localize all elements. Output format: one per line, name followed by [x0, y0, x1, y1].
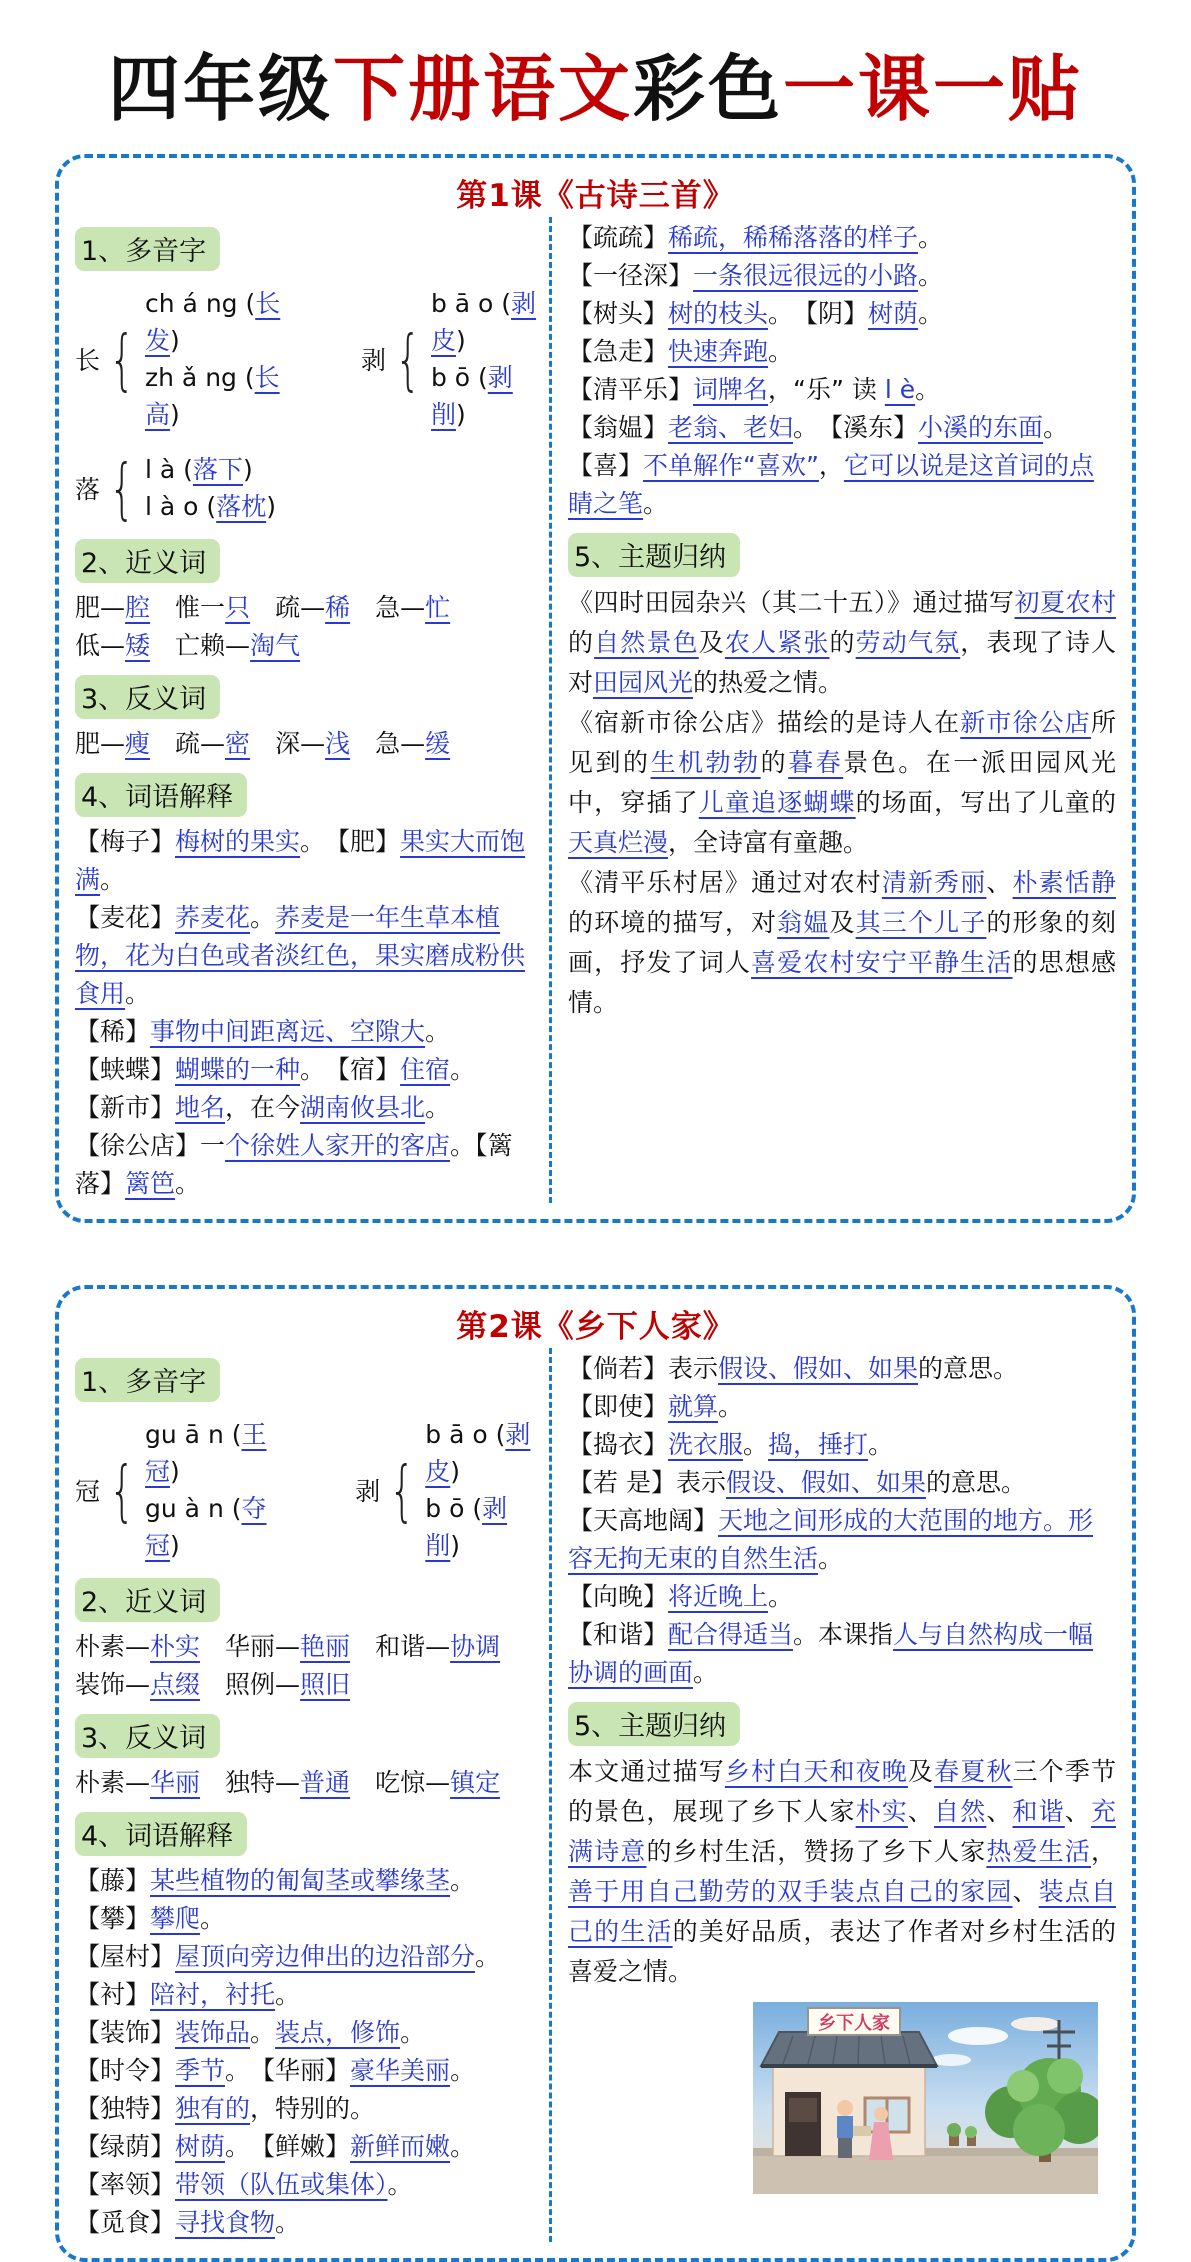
polyphone-group	[75, 1416, 275, 1564]
polyphone-group	[75, 285, 281, 433]
section-label-theme: 5、主题归纳	[568, 533, 740, 577]
text-line: 低—矮 亡赖—淘气	[75, 631, 301, 661]
lesson2-left-column	[75, 1348, 549, 2242]
polyphone-group	[355, 1416, 541, 1564]
polyphone-char: 剥	[355, 1477, 381, 1507]
sign-text: 乡下人家	[818, 2013, 890, 2035]
text-line: 【向晚】将近晚上。	[568, 1582, 794, 1612]
text-line: b ā o (剥皮)	[430, 289, 537, 356]
polyphone-options	[145, 451, 276, 525]
section-label-polyphones: 1、多音字	[75, 227, 220, 271]
polyphone-char: 长	[75, 346, 101, 376]
text-line: 【稀】事物中间距离远、空隙大。	[75, 1017, 451, 1047]
text-line: l à (落下)	[145, 455, 253, 485]
polyphone-row	[75, 1416, 541, 1564]
text-line: 朴素—朴实 华丽—艳丽 和谐—协调	[75, 1632, 501, 1662]
text-line: 【喜】不单解作“喜欢”，它可以说是这首词的点睛之笔。	[568, 451, 1094, 519]
brace-icon: {	[108, 1451, 136, 1529]
text-line: 【率领】带领（队伍或集体）。	[75, 2170, 413, 2200]
text-line: 《四时田园杂兴（其二十五）》通过描写初夏农村的自然景色及农人紧张的劳动气氛，表现了诗人对田园风光的热爱之情。	[568, 588, 1116, 698]
brace-icon: {	[394, 320, 421, 398]
text-line: 【清平乐】词牌名，“乐” 读 l è。	[568, 375, 941, 405]
section-label-definitions: 4、词语解释	[75, 773, 247, 817]
cloud	[948, 2027, 1008, 2045]
section-label-polyphones: 1、多音字	[75, 1358, 220, 1402]
text-line: 【觅食】寻找食物。	[75, 2208, 301, 2238]
text-line: 【天高地阔】天地之间形成的大范围的地方。形容无拘无束的自然生活。	[568, 1506, 1094, 1574]
section-label-theme: 5、主题归纳	[568, 1702, 740, 1746]
basket	[853, 2126, 871, 2136]
definition-lines	[75, 1862, 541, 2242]
text-line: zh ǎ ng (长高)	[145, 363, 280, 430]
text-line: 【麦花】荞麦花。荞麦是一年生草本植物，花为白色或者淡红色，果实磨成粉供食用。	[75, 903, 526, 1009]
text-line: 《清平乐村居》通过对农村清新秀丽、朴素恬静的环境的描写，对翁媪及其三个儿子的形象的刻画，抒发了词人喜爱农村安宁平静生活的思想感情。	[568, 868, 1116, 1018]
brace-icon: {	[108, 320, 136, 398]
polyphone-char: 冠	[75, 1477, 101, 1507]
text-line: 【即使】就算。	[568, 1392, 744, 1422]
text-line: gu ā n (王冠)	[145, 1420, 267, 1487]
polyphone-char: 剥	[360, 346, 386, 376]
lesson1-box	[55, 154, 1136, 1223]
polyphone-group	[361, 285, 541, 433]
polyphone-group	[75, 451, 276, 525]
antonym-lines	[75, 725, 541, 763]
section-label-definitions: 4、词语解释	[75, 1812, 247, 1856]
text-line: 【和谐】配合得适当。本课指人与自然构成一幅协调的画面。	[568, 1620, 1094, 1688]
definition-lines	[75, 823, 541, 1203]
text-line: gu à n (夺冠)	[145, 1494, 267, 1561]
man-figure	[837, 2100, 853, 2158]
text-line: 肥—瘦 疏—密 深—浅 急—缓	[75, 729, 451, 759]
text-line: 【疏疏】稀疏，稀稀落落的样子。	[568, 223, 944, 253]
text-line: 《宿新市徐公店》描绘的是诗人在新市徐公店所见到的生机勃勃的暮春景色。在一派田园风光中，穿插了儿童追逐蝴蝶的场面，写出了儿童的天真烂漫，全诗富有童趣。	[568, 708, 1116, 858]
page-title	[0, 0, 1191, 132]
section-label-synonyms: 2、近义词	[75, 539, 220, 583]
polyphone-options	[425, 1416, 541, 1564]
lesson1-title: 第1课《古诗三首》	[456, 178, 735, 215]
text-line: 【屋村】屋顶向旁边伸出的边沿部分。	[75, 1942, 501, 1972]
synonym-lines	[75, 589, 541, 665]
section-label-antonyms: 3、反义词	[75, 675, 220, 719]
cloud	[1011, 2017, 1059, 2031]
text-line: 【藤】某些植物的匍匐茎或攀缘茎。	[75, 1866, 476, 1896]
theme-paragraphs	[568, 583, 1116, 1023]
house-roof	[761, 2032, 937, 2066]
text-line: 【翁媪】老翁、老妇。 【溪东】小溪的东面。	[568, 413, 1069, 443]
lesson2-box	[55, 1285, 1136, 2262]
text-line: b ō (剥削)	[425, 1494, 508, 1561]
text-line: 【衬】陪衬，衬托。	[75, 1980, 301, 2010]
polyphone-row	[75, 451, 541, 525]
text-line: 【梅子】梅树的果实。 【肥】果实大而饱满。	[75, 827, 526, 895]
brace-icon: {	[108, 449, 136, 527]
text-line: 【倘若】表示假设、假如、如果的意思。	[568, 1354, 1019, 1384]
text-line: 【装饰】装饰品。装点，修饰。	[75, 2018, 426, 2048]
polyphone-char: 落	[75, 475, 101, 505]
text-line: 【攀】攀爬。	[75, 1904, 226, 1934]
section-label-synonyms: 2、近义词	[75, 1578, 220, 1622]
text-line: 【新市】地名，在今湖南攸县北。	[75, 1093, 451, 1123]
polyphone-options	[145, 1416, 275, 1564]
synonym-lines	[75, 1628, 541, 1704]
text-line: 【蛱蝶】蝴蝶的一种。 【宿】住宿。	[75, 1055, 476, 1085]
antonym-lines	[75, 1764, 541, 1802]
section-label-antonyms: 3、反义词	[75, 1714, 220, 1758]
lesson2-right-column	[549, 1348, 1116, 2242]
text-line: 【徐公店】一个徐姓人家开的客店。【篱落】篱笆。	[75, 1131, 513, 1199]
text-line: l à o (落枕)	[145, 492, 276, 522]
text-line: 【绿荫】树荫。 【鲜嫩】新鲜而嫩。	[75, 2132, 476, 2162]
polyphone-options	[145, 285, 281, 433]
lesson2-title: 第2课《乡下人家》	[456, 1309, 735, 1346]
text-line: 朴素—华丽 独特—普通 吃惊—镇定	[75, 1768, 501, 1798]
text-line: 【急走】快速奔跑。	[568, 337, 794, 367]
text-line: 【若 是】表示假设、假如、如果的意思。	[568, 1468, 1026, 1498]
text-line: 肥—腔 惟一只 疏—稀 急—忙	[75, 593, 451, 623]
text-line: 【独特】独有的，特别的。	[75, 2094, 376, 2124]
text-line: 【树头】树的枝头。 【阴】树荫。	[568, 299, 944, 329]
text-line: 【捣衣】洗衣服。捣，捶打。	[568, 1430, 894, 1460]
text-line: 【一径深】一条很远很远的小路。	[568, 261, 944, 291]
theme-paragraphs	[568, 1752, 1116, 1992]
text-line: b ō (剥削)	[430, 363, 513, 430]
village-illustration	[753, 2002, 1098, 2194]
text-line: 装饰—点缀 照例—照旧	[75, 1670, 351, 1700]
definition-lines	[568, 219, 1116, 523]
text-line: b ā o (剥皮)	[425, 1420, 531, 1487]
text-line: 本文通过描写乡村白天和夜晚及春夏秋三个季节的景色，展现了乡下人家朴实、自然、和谐、充满诗意的乡村生活，赞扬了乡下人家热爱生活，善于用自己勤劳的双手装点自己的家园、装点自己的生活的美好品质，表达了作者对乡村生活的喜爱之情。	[568, 1757, 1116, 1987]
lesson1-left-column	[75, 217, 549, 1203]
text-line: ch á ng (长发)	[145, 289, 281, 356]
lesson2-columns	[75, 1348, 1116, 2242]
brace-icon: {	[389, 1451, 416, 1529]
text-line: 【时令】季节。 【华丽】豪华美丽。	[75, 2056, 476, 2086]
polyphone-row	[75, 285, 541, 433]
lesson1-columns	[75, 217, 1116, 1203]
door-panel	[789, 2098, 817, 2122]
definition-lines	[568, 1350, 1116, 1692]
lesson1-right-column	[549, 217, 1116, 1203]
text-line: 四年级下册语文彩色一课一贴	[107, 46, 1084, 131]
polyphone-options	[431, 285, 541, 433]
